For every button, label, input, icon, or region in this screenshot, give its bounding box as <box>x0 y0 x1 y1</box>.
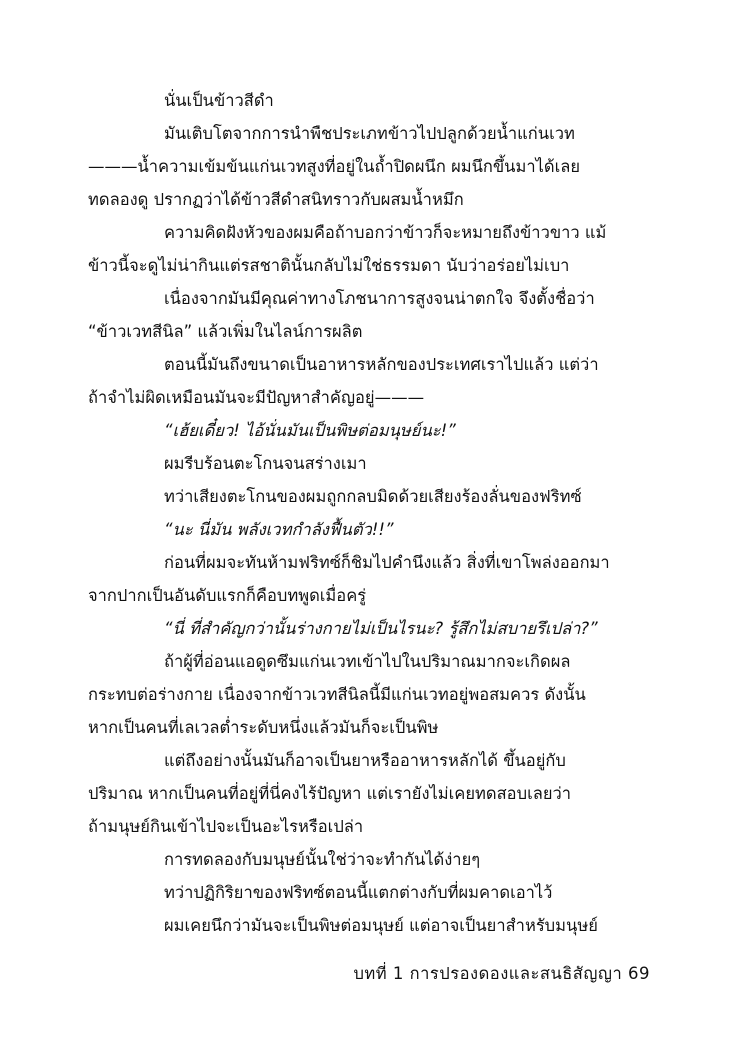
text-line: เนื่องจากมันมีคุณค่าทางโภชนาการสูงจนน่าตกใจ จึงตั้งชื่อว่า <box>164 289 595 308</box>
text-line: จากปากเป็นอันดับแรกก็คือบทพูดเมื่อครู่ <box>88 586 367 605</box>
text-line: ———น้ำความเข้มข้นแก่นเวทสูงที่อยู่ในถ้ำปิดผนึก ผมนึกขึ้นมาได้เลย <box>88 157 581 176</box>
text-line: แต่ถึงอย่างนั้นมันก็อาจเป็นยาหรืออาหารหลักได้ ขึ้นอยู่กับ <box>164 751 566 770</box>
text-line: นั่นเป็นข้าวสีดำ <box>164 91 274 110</box>
text-line: “ข้าวเวทสีนิล” แล้วเพิ่มในไลน์การผลิต <box>88 322 363 341</box>
text-line: มันเติบโตจากการนำพืชประเภทข้าวไปปลูกด้วยน้ำแก่นเวท <box>164 124 575 143</box>
page-body <box>88 84 650 942</box>
page-footer: บทที่ 1 การปรองดองและสนธิสัญญา 69 <box>353 964 650 983</box>
text-line: กระทบต่อร่างกาย เนื่องจากข้าวเวทสีนิลนี้มีแก่นเวทอยู่พอสมควร ดังนั้น <box>88 685 586 704</box>
text-line: ตอนนี้มันถึงขนาดเป็นอาหารหลักของประเทศเราไปแล้ว แต่ว่า <box>164 355 599 374</box>
text-line: ทดลองดู ปรากฏว่าได้ข้าวสีดำสนิทราวกับผสมน้ำหมึก <box>88 190 464 209</box>
text-line: ถ้าจำไม่ผิดเหมือนมันจะมีปัญหาสำคัญอยู่——— <box>88 388 425 407</box>
text-line: ก่อนที่ผมจะทันห้ามฟริทซ์ก็ชิมไปคำนึงแล้ว สิ่งที่เขาโพล่งออกมา <box>164 553 610 572</box>
text-line: ทว่าปฏิกิริยาของฟริทซ์ตอนนี้แตกต่างกับที่ผมคาดเอาไว้ <box>164 883 553 902</box>
text-line: “นะ นี่มัน พลังเวทกำลังฟื้นตัว!!” <box>164 520 394 539</box>
text-line: ความคิดฝังหัวของผมคือถ้าบอกว่าข้าวก็จะหมายถึงข้าวขาว แม้ <box>164 223 607 242</box>
text-line: ถ้ามนุษย์กินเข้าไปจะเป็นอะไรหรือเปล่า <box>88 817 364 836</box>
text-line: “เฮ้ยเดี๋ยว! ไอ้นั่นมันเป็นพิษต่อมนุษย์นะ!” <box>164 421 456 440</box>
text-line: ถ้าผู้ที่อ่อนแอดูดซึมแก่นเวทเข้าไปในปริมาณมากจะเกิดผล <box>164 652 571 671</box>
text-line: ผมรีบร้อนตะโกนจนสร่างเมา <box>164 454 367 473</box>
text-line: ผมเคยนึกว่ามันจะเป็นพิษต่อมนุษย์ แต่อาจเป็นยาสำหรับมนุษย์ <box>164 916 598 935</box>
text-line: ทว่าเสียงตะโกนของผมถูกกลบมิดด้วยเสียงร้องลั่นของฟริทซ์ <box>164 487 582 506</box>
text-line: ปริมาณ หากเป็นคนที่อยู่ที่นี่คงไร้ปัญหา แต่เรายังไม่เคยทดสอบเลยว่า <box>88 784 572 803</box>
text-line: “นี่ ที่สำคัญกว่านั้นร่างกายไม่เป็นไรนะ? รู้สึกไม่สบายรึเปล่า?” <box>164 619 598 638</box>
text-line: ข้าวนี้จะดูไม่น่ากินแต่รสชาตินั้นกลับไม่ใช่ธรรมดา นับว่าอร่อยไม่เบา <box>88 256 570 275</box>
text-line: การทดลองกับมนุษย์นั้นใช่ว่าจะทำกันได้ง่ายๆ <box>164 850 481 869</box>
text-line: หากเป็นคนที่เลเวลต่ำระดับหนึ่งแล้วมันก็จะเป็นพิษ <box>88 718 439 737</box>
